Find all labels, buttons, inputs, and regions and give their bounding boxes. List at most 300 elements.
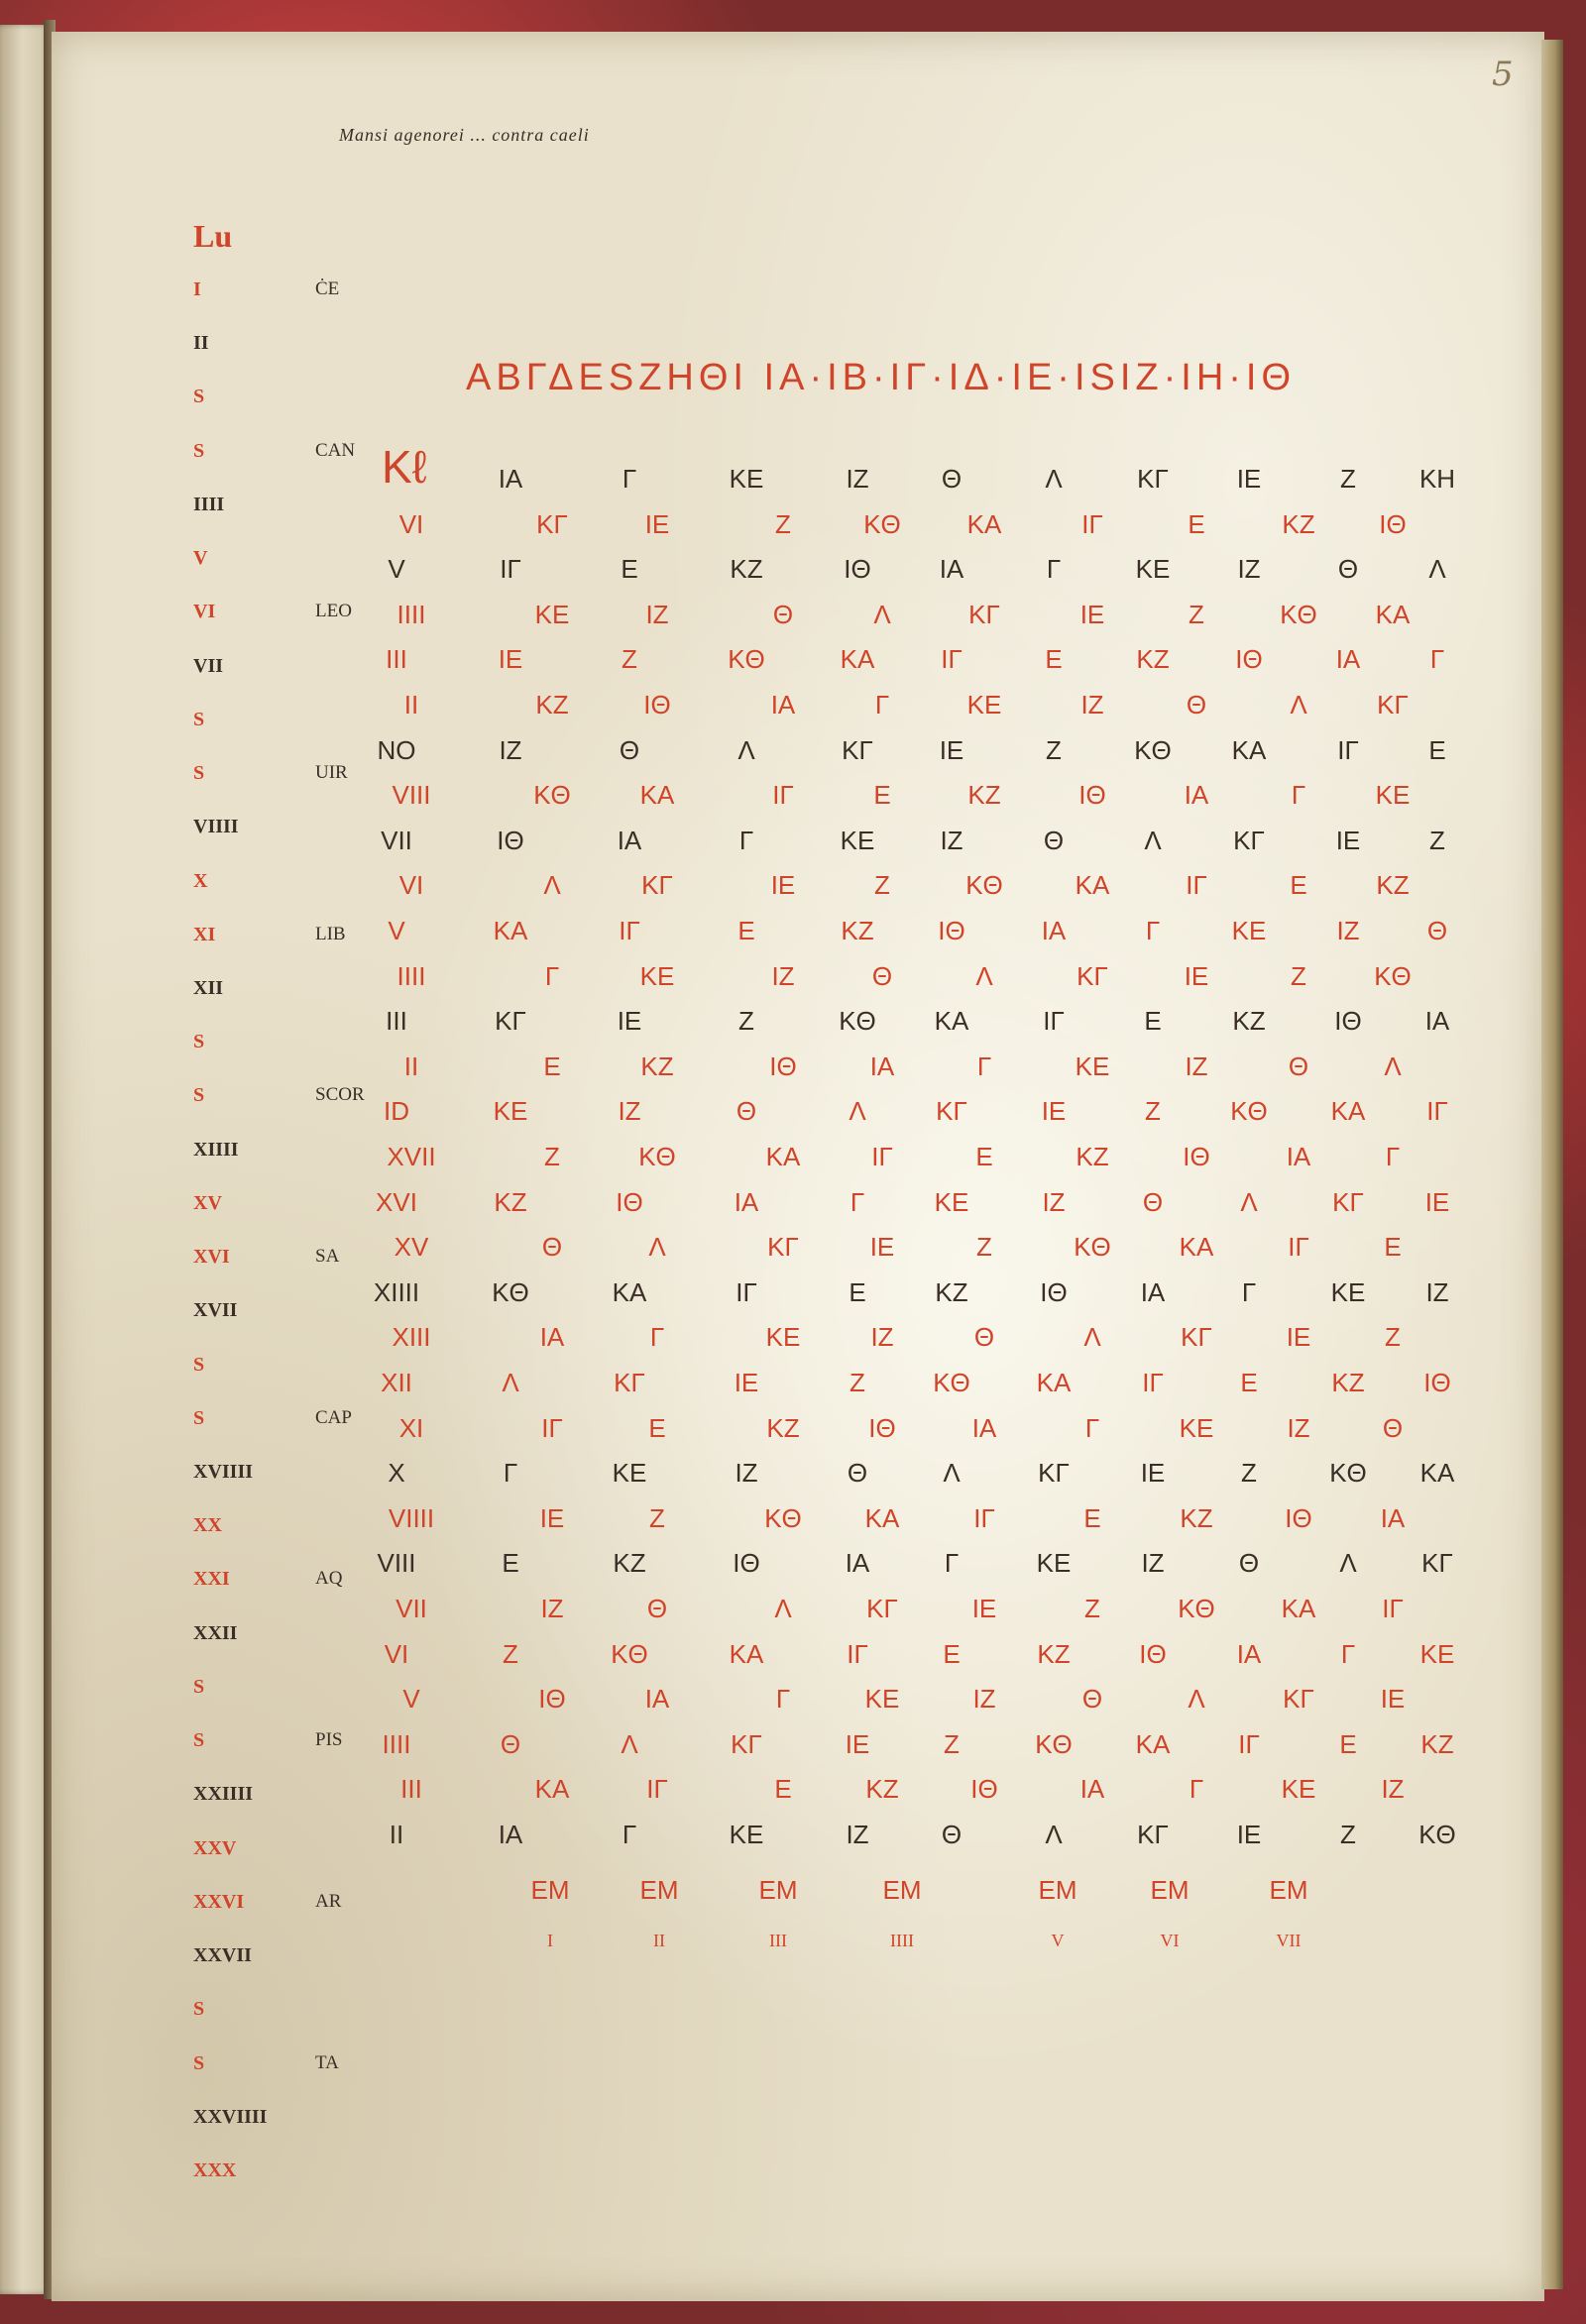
day-numeral: XVIIII bbox=[193, 1461, 254, 1484]
table-cell: IA bbox=[644, 1684, 670, 1715]
table-cell: Γ bbox=[1429, 644, 1445, 675]
table-cell: KΓ bbox=[1377, 690, 1409, 719]
day-numeral: XXVII bbox=[193, 1944, 252, 1967]
top-marginal-note: Mansi agenorei ... contra caeli bbox=[339, 125, 590, 145]
table-cell: IΓ bbox=[646, 1774, 668, 1805]
table-cell: IE bbox=[617, 1006, 642, 1037]
table-cell: IE bbox=[1041, 1096, 1067, 1127]
zodiac-label: UIR bbox=[315, 762, 348, 784]
day-numeral: XX bbox=[193, 1514, 222, 1537]
table-cell: IZ bbox=[940, 825, 963, 855]
table-cell: IA bbox=[1041, 916, 1067, 945]
day-numeral: S bbox=[193, 386, 205, 408]
table-cell: Z bbox=[1046, 734, 1062, 765]
table-cell: IΓ bbox=[973, 1502, 995, 1533]
table-cell: IΘ bbox=[497, 825, 524, 855]
table-cell: Λ bbox=[1384, 1051, 1402, 1081]
day-numeral: S bbox=[193, 1353, 205, 1376]
table-cell: IA bbox=[1079, 1774, 1105, 1805]
day-numeral: XXVIIII bbox=[193, 2105, 268, 2128]
day-numeral: XXVI bbox=[193, 1890, 245, 1913]
table-cell: KΓ bbox=[866, 1594, 898, 1623]
zodiac-label: TA bbox=[315, 2051, 339, 2073]
table-cell: Θ bbox=[619, 734, 640, 765]
table-cell: IA bbox=[734, 1186, 759, 1217]
table-cell: KE bbox=[934, 1186, 969, 1217]
row-epact-cell: XVII bbox=[387, 1142, 436, 1171]
heading-lu: Lu bbox=[193, 218, 233, 254]
row-epact-cell: XIII bbox=[392, 1322, 431, 1353]
day-numeral: S bbox=[193, 1729, 205, 1752]
table-cell: IΘ bbox=[769, 1051, 797, 1081]
table-cell: Z bbox=[1084, 1594, 1100, 1623]
table-cell: E bbox=[975, 1142, 993, 1171]
table-cell: KΘ bbox=[533, 780, 571, 811]
table-cell: IZ bbox=[846, 464, 869, 494]
table-cell: Θ bbox=[541, 1232, 563, 1263]
row-epact-cell: V bbox=[388, 916, 405, 945]
em-number: II bbox=[653, 1930, 665, 1950]
table-cell: KΓ bbox=[1233, 825, 1265, 855]
table-cell: IΘ bbox=[733, 1548, 760, 1579]
table-cell: KΘ bbox=[611, 1638, 648, 1669]
table-cell: Γ bbox=[874, 690, 890, 719]
em-label: EM bbox=[1150, 1874, 1190, 1905]
table-cell: E bbox=[1188, 508, 1205, 539]
day-numeral: S bbox=[193, 1675, 205, 1698]
table-cell: Γ bbox=[944, 1548, 960, 1579]
table-cell: Λ bbox=[849, 1096, 866, 1127]
table-cell: IΘ bbox=[1183, 1142, 1210, 1171]
table-cell: KΘ bbox=[1035, 1728, 1073, 1759]
table-cell: IΓ bbox=[1426, 1096, 1448, 1127]
table-cell: E bbox=[1083, 1502, 1101, 1533]
table-cell: KΓ bbox=[842, 734, 873, 765]
table-cell: IΘ bbox=[938, 916, 965, 945]
table-cell: IΘ bbox=[616, 1186, 643, 1217]
day-numeral: S bbox=[193, 1998, 205, 2021]
table-cell: Θ bbox=[1142, 1186, 1164, 1217]
table-cell: Λ bbox=[648, 1232, 666, 1263]
table-cell: IE bbox=[539, 1502, 565, 1533]
table-cell: KA bbox=[840, 644, 875, 675]
table-cell: KH bbox=[1418, 464, 1456, 494]
table-cell: KA bbox=[1135, 1728, 1171, 1759]
table-cell: IE bbox=[1079, 599, 1105, 629]
zodiac-label: SA bbox=[315, 1246, 340, 1268]
table-cell: IΓ bbox=[541, 1412, 563, 1443]
row-epact-cell: VIII bbox=[392, 780, 431, 811]
day-numeral: XVII bbox=[193, 1299, 238, 1322]
table-cell: KA bbox=[639, 780, 675, 811]
table-cell: IZ bbox=[735, 1458, 758, 1489]
day-numeral: S bbox=[193, 439, 205, 462]
table-cell: IΓ bbox=[772, 780, 794, 811]
table-cell: KE bbox=[612, 1458, 647, 1489]
day-numeral: S bbox=[193, 1031, 205, 1053]
table-cell: KZ bbox=[730, 554, 763, 585]
table-cell: KZ bbox=[1076, 1142, 1109, 1171]
table-cell: Λ bbox=[621, 1728, 638, 1759]
table-cell: KΓ bbox=[731, 1728, 762, 1759]
table-cell: Θ bbox=[1288, 1051, 1309, 1081]
row-epact-cell: XVI bbox=[376, 1186, 417, 1217]
table-cell: KΓ bbox=[1421, 1548, 1453, 1579]
table-cell: E bbox=[1384, 1232, 1402, 1263]
table-cell: IZ bbox=[1042, 1186, 1066, 1217]
table-cell: IΘ bbox=[1379, 508, 1407, 539]
em-number: V bbox=[1051, 1930, 1065, 1950]
table-cell: IΓ bbox=[1186, 870, 1207, 901]
table-cell: KA bbox=[934, 1006, 969, 1037]
table-cell: KA bbox=[765, 1142, 801, 1171]
em-label: EM bbox=[1269, 1874, 1308, 1905]
table-cell: KΘ bbox=[764, 1502, 802, 1533]
table-cell: KE bbox=[1075, 1051, 1110, 1081]
table-cell: E bbox=[1045, 644, 1063, 675]
table-cell: Λ bbox=[873, 599, 891, 629]
table-cell: IΓ bbox=[1043, 1006, 1065, 1037]
table-cell: Γ bbox=[738, 825, 754, 855]
table-cell: E bbox=[774, 1774, 792, 1805]
table-cell: IA bbox=[1184, 780, 1209, 811]
table-cell: IA bbox=[1424, 1006, 1450, 1037]
table-cell: KΘ bbox=[1074, 1232, 1111, 1263]
table-cell: IA bbox=[617, 825, 642, 855]
table-cell: KZ bbox=[1037, 1638, 1071, 1669]
table-cell: Γ bbox=[1084, 1412, 1100, 1443]
day-numeral: XXII bbox=[193, 1621, 238, 1644]
table-cell: KZ bbox=[494, 1186, 527, 1217]
table-cell: IZ bbox=[1287, 1412, 1310, 1443]
em-label: EM bbox=[758, 1874, 798, 1905]
table-cell: Θ bbox=[646, 1594, 668, 1623]
table-cell: KZ bbox=[613, 1548, 646, 1579]
table-cell: E bbox=[873, 780, 891, 811]
row-epact-cell: IIII bbox=[396, 599, 426, 629]
table-cell: KA bbox=[864, 1502, 900, 1533]
table-cell: Γ bbox=[775, 1684, 791, 1715]
em-number: VI bbox=[1160, 1930, 1180, 1950]
table-cell: Θ bbox=[941, 1820, 963, 1849]
row-epact-cell: II bbox=[389, 1820, 404, 1849]
zodiac-label: LEO bbox=[315, 601, 352, 622]
table-cell: Γ bbox=[1046, 554, 1062, 585]
table-cell: KΘ bbox=[638, 1142, 676, 1171]
table-cell: IZ bbox=[618, 1096, 641, 1127]
table-cell: IA bbox=[1380, 1502, 1406, 1533]
table-cell: KE bbox=[1135, 554, 1171, 585]
table-cell: E bbox=[1290, 870, 1307, 901]
table-cell: KZ bbox=[766, 1412, 800, 1443]
table-cell: IE bbox=[1335, 825, 1361, 855]
row-epact-cell: Kℓ bbox=[382, 441, 427, 493]
table-cell: E bbox=[1240, 1368, 1258, 1397]
table-cell: IZ bbox=[1425, 1276, 1449, 1307]
row-epact-cell: V bbox=[388, 554, 405, 585]
table-cell: Z bbox=[622, 644, 637, 675]
table-cell: KA bbox=[1231, 734, 1267, 765]
table-cell: Z bbox=[503, 1638, 518, 1669]
table-cell: IE bbox=[869, 1232, 895, 1263]
table-cell: KΘ bbox=[863, 508, 901, 539]
em-number: III bbox=[769, 1930, 787, 1950]
table-cell: IE bbox=[1236, 1820, 1262, 1849]
table-cell: KΘ bbox=[1418, 1820, 1456, 1849]
table-cell: KZ bbox=[1331, 1368, 1365, 1397]
table-cell: E bbox=[543, 1051, 561, 1081]
row-epact-cell: VI bbox=[384, 1638, 409, 1669]
table-cell: IA bbox=[1236, 1638, 1262, 1669]
table-cell: KE bbox=[493, 1096, 528, 1127]
table-cell: KΘ bbox=[1230, 1096, 1268, 1127]
table-cell: Λ bbox=[1339, 1548, 1357, 1579]
table-cell: E bbox=[1428, 734, 1446, 765]
table-cell: IE bbox=[939, 734, 964, 765]
table-cell: IE bbox=[845, 1728, 870, 1759]
table-cell: KΘ bbox=[933, 1368, 970, 1397]
table-cell: Γ bbox=[1291, 780, 1306, 811]
table-cell: KE bbox=[1179, 1412, 1214, 1443]
table-cell: IΓ bbox=[1238, 1728, 1260, 1759]
zodiac-label: SCOR bbox=[315, 1084, 365, 1106]
table-cell: IZ bbox=[1237, 554, 1261, 585]
zodiac-label: CAP bbox=[315, 1406, 352, 1428]
table-cell: IE bbox=[1236, 464, 1262, 494]
row-epact-cell: VI bbox=[398, 870, 424, 901]
table-cell: Λ bbox=[1290, 690, 1307, 719]
em-label: EM bbox=[882, 1874, 922, 1905]
table-cell: E bbox=[621, 554, 638, 585]
table-cell: IE bbox=[770, 870, 796, 901]
table-cell: IΓ bbox=[619, 916, 640, 945]
em-number: VII bbox=[1276, 1930, 1302, 1950]
table-cell: KE bbox=[729, 464, 764, 494]
row-epact-cell: VIIII bbox=[388, 1502, 435, 1533]
table-cell: IZ bbox=[846, 1820, 869, 1849]
table-cell: KA bbox=[1075, 870, 1110, 901]
table-cell: KA bbox=[966, 508, 1002, 539]
table-cell: Λ bbox=[1144, 825, 1162, 855]
table-cell: KE bbox=[1419, 1638, 1455, 1669]
table-cell: KZ bbox=[1282, 508, 1315, 539]
day-numeral: S bbox=[193, 1084, 205, 1107]
row-epact-cell: XII bbox=[381, 1368, 412, 1397]
table-cell: Γ bbox=[1145, 916, 1161, 945]
left-page-edge bbox=[0, 25, 50, 2294]
table-cell: KΓ bbox=[536, 508, 568, 539]
table-cell: KΓ bbox=[614, 1368, 645, 1397]
table-cell: IΓ bbox=[871, 1142, 893, 1171]
day-numeral: S bbox=[193, 762, 205, 785]
row-epact-cell: III bbox=[386, 1006, 407, 1037]
zodiac-label: AR bbox=[315, 1890, 342, 1912]
table-cell: Z bbox=[1189, 599, 1204, 629]
day-numeral: S bbox=[193, 708, 205, 730]
table-cell: Λ bbox=[1045, 464, 1063, 494]
row-epact-cell: IIII bbox=[382, 1728, 411, 1759]
em-number: I bbox=[547, 1930, 553, 1950]
table-cell: IA bbox=[770, 690, 796, 719]
table-cell: KZ bbox=[1376, 870, 1410, 901]
row-epact-cell: III bbox=[400, 1774, 422, 1805]
table-cell: IΓ bbox=[736, 1276, 757, 1307]
table-cell: Z bbox=[850, 1368, 865, 1397]
table-cell: KZ bbox=[841, 916, 874, 945]
table-cell: Λ bbox=[975, 960, 993, 991]
table-cell: IZ bbox=[870, 1322, 894, 1353]
table-cell: Z bbox=[1340, 464, 1356, 494]
table-cell: Θ bbox=[1043, 825, 1065, 855]
table-cell: IZ bbox=[645, 599, 669, 629]
table-cell: IE bbox=[644, 508, 670, 539]
table-cell: IΘ bbox=[1235, 644, 1263, 675]
table-cell: Λ bbox=[1240, 1186, 1258, 1217]
table-cell: KA bbox=[1419, 1458, 1455, 1489]
table-cell: KZ bbox=[935, 1276, 968, 1307]
table-cell: KΓ bbox=[1038, 1458, 1070, 1489]
table-cell: KΘ bbox=[728, 644, 765, 675]
row-epact-cell: II bbox=[403, 1051, 419, 1081]
table-cell: Z bbox=[738, 1006, 754, 1037]
table-cell: KZ bbox=[1420, 1728, 1454, 1759]
row-epact-cell: XIIII bbox=[373, 1276, 420, 1307]
table-cell: KΓ bbox=[767, 1232, 799, 1263]
day-numeral: XXIIII bbox=[193, 1783, 254, 1806]
table-cell: E bbox=[648, 1412, 666, 1443]
table-cell: KΓ bbox=[1137, 464, 1169, 494]
row-epact-cell: VII bbox=[381, 825, 412, 855]
em-label: EM bbox=[1038, 1874, 1077, 1905]
table-cell: Λ bbox=[1188, 1684, 1205, 1715]
table-cell: IE bbox=[498, 644, 523, 675]
table-cell: KE bbox=[765, 1322, 801, 1353]
table-cell: Z bbox=[1291, 960, 1306, 991]
table-cell: KA bbox=[612, 1276, 647, 1307]
table-cell: KΓ bbox=[936, 1096, 967, 1127]
day-numeral: XXV bbox=[193, 1836, 237, 1859]
table-cell: E bbox=[1339, 1728, 1357, 1759]
table-cell: KZ bbox=[640, 1051, 674, 1081]
table-cell: KΘ bbox=[1374, 960, 1412, 991]
row-epact-cell: V bbox=[402, 1684, 420, 1715]
table-cell: IZ bbox=[1080, 690, 1104, 719]
day-numeral: II bbox=[193, 332, 209, 355]
table-cell: Γ bbox=[850, 1186, 865, 1217]
table-cell: Z bbox=[944, 1728, 960, 1759]
table-cell: Θ bbox=[941, 464, 963, 494]
table-cell: Z bbox=[1429, 825, 1445, 855]
table-cell: KE bbox=[1036, 1548, 1072, 1579]
table-cell: KE bbox=[1231, 916, 1267, 945]
table-cell: IΘ bbox=[1078, 780, 1106, 811]
table-cell: IΘ bbox=[1040, 1276, 1068, 1307]
table-cell: IZ bbox=[1381, 1774, 1405, 1805]
table-cell: KA bbox=[1179, 1232, 1214, 1263]
table-cell: IA bbox=[971, 1412, 997, 1443]
table-cell: Λ bbox=[774, 1594, 792, 1623]
table-cell: Θ bbox=[1337, 554, 1359, 585]
table-cell: Z bbox=[775, 508, 791, 539]
day-numeral: XVI bbox=[193, 1246, 230, 1269]
right-page-edges bbox=[1541, 40, 1563, 2289]
table-cell: E bbox=[943, 1638, 961, 1669]
table-cell: Λ bbox=[543, 870, 561, 901]
table-cell: KA bbox=[1375, 599, 1411, 629]
day-numeral: X bbox=[193, 869, 208, 892]
table-cell: IΓ bbox=[941, 644, 963, 675]
table-cell: Θ bbox=[1426, 916, 1448, 945]
table-cell: KE bbox=[840, 825, 875, 855]
table-cell: IΓ bbox=[1081, 508, 1103, 539]
day-numeral: XIIII bbox=[193, 1138, 239, 1161]
table-cell: Λ bbox=[737, 734, 755, 765]
table-cell: KZ bbox=[967, 780, 1001, 811]
table-cell: IE bbox=[734, 1368, 759, 1397]
day-numeral: S bbox=[193, 2051, 205, 2074]
table-cell: Z bbox=[649, 1502, 665, 1533]
table-cell: Z bbox=[1340, 1820, 1356, 1849]
table-cell: Θ bbox=[847, 1458, 868, 1489]
table-cell: KΓ bbox=[641, 870, 673, 901]
table-cell: IΘ bbox=[844, 554, 871, 585]
table-cell: IΓ bbox=[1382, 1594, 1404, 1623]
table-cell: Θ bbox=[500, 1728, 521, 1759]
table-cell: Θ bbox=[1186, 690, 1207, 719]
day-numeral: IIII bbox=[193, 493, 225, 515]
table-cell: IA bbox=[1140, 1276, 1166, 1307]
table-cell: Λ bbox=[1428, 554, 1446, 585]
table-cell: KE bbox=[966, 690, 1002, 719]
table-cell: IΓ bbox=[1142, 1368, 1164, 1397]
table-cell: IΘ bbox=[1285, 1502, 1312, 1533]
table-cell: IΘ bbox=[1139, 1638, 1167, 1669]
table-cell: IZ bbox=[1185, 1051, 1208, 1081]
table-cell: Θ bbox=[1238, 1548, 1260, 1579]
day-numeral: XI bbox=[193, 923, 216, 945]
table-cell: KE bbox=[639, 960, 675, 991]
table-cell: KA bbox=[1330, 1096, 1366, 1127]
table-cell: Θ bbox=[736, 1096, 757, 1127]
day-numeral: XXX bbox=[193, 2159, 237, 2181]
table-cell: IA bbox=[1335, 644, 1361, 675]
table-cell: IE bbox=[971, 1594, 997, 1623]
table-cell: IZ bbox=[771, 960, 795, 991]
table-cell: IΓ bbox=[847, 1638, 868, 1669]
table-cell: KΓ bbox=[1283, 1684, 1314, 1715]
table-cell: KA bbox=[1036, 1368, 1072, 1397]
table-cell: IΘ bbox=[643, 690, 671, 719]
table-cell: IΘ bbox=[1423, 1368, 1451, 1397]
table-cell: Θ bbox=[871, 960, 893, 991]
table-cell: KZ bbox=[1232, 1006, 1266, 1037]
table-cell: KΘ bbox=[839, 1006, 876, 1037]
zodiac-label: PIS bbox=[315, 1729, 343, 1751]
table-cell: IΓ bbox=[1288, 1232, 1309, 1263]
zodiac-label: AQ bbox=[315, 1568, 343, 1590]
table-cell: IΘ bbox=[970, 1774, 998, 1805]
day-numeral: XII bbox=[193, 976, 224, 999]
table-cell: KZ bbox=[1180, 1502, 1213, 1533]
table-cell: Γ bbox=[622, 1820, 637, 1849]
row-epact-cell: XV bbox=[394, 1232, 429, 1263]
table-cell: IE bbox=[1380, 1684, 1406, 1715]
table-cell: E bbox=[502, 1548, 519, 1579]
table-cell: KΓ bbox=[1076, 960, 1108, 991]
em-label: EM bbox=[530, 1874, 570, 1905]
table-cell: IE bbox=[1184, 960, 1209, 991]
row-epact-cell: VI bbox=[398, 508, 424, 539]
